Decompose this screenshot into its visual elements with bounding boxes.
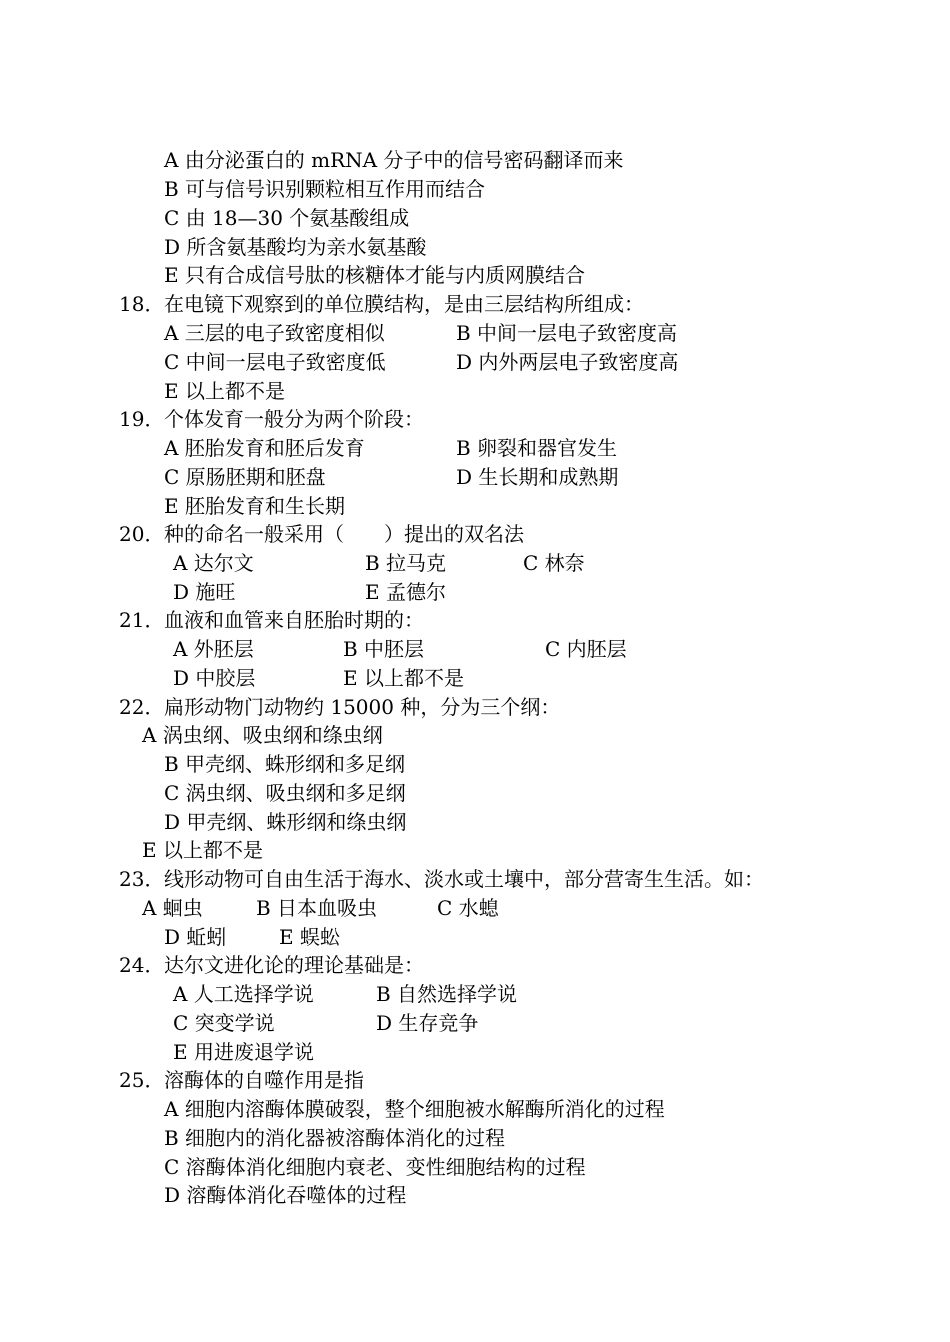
q19-option-d: D 生长期和成熟期 xyxy=(456,465,619,489)
question-number: 22． xyxy=(119,695,165,719)
q21-option-e: E 以上都不是 xyxy=(343,666,464,690)
q17-option-d: D 所含氨基酸均为亲水氨基酸 xyxy=(164,235,427,259)
question-text: 血液和血管来自胚胎时期的： xyxy=(164,608,424,632)
q20-option-c: C 林奈 xyxy=(523,551,585,575)
q24-option-c: C 突变学说 xyxy=(173,1011,275,1035)
q24-option-b: B 自然选择学说 xyxy=(376,982,518,1006)
question-text: 种的命名一般采用（ ）提出的双名法 xyxy=(164,522,524,546)
q23-option-b: B 日本血吸虫 xyxy=(256,896,378,920)
q20-option-e: E 孟德尔 xyxy=(365,580,446,604)
q20-option-a: A 达尔文 xyxy=(173,551,254,575)
q23-option-a: A 蛔虫 xyxy=(142,896,203,920)
question-number: 18． xyxy=(119,292,165,316)
question-text: 线形动物可自由生活于海水、淡水或土壤中，部分营寄生生活。如： xyxy=(164,867,764,891)
question-number: 24． xyxy=(119,953,165,977)
question-text: 扁形动物门动物约 15000 种，分为三个纲： xyxy=(164,695,561,719)
q25-option-c: C 溶酶体消化细胞内衰老、变性细胞结构的过程 xyxy=(164,1155,586,1179)
q23-option-c: C 水螅 xyxy=(437,896,499,920)
q21-option-a: A 外胚层 xyxy=(173,637,254,661)
q24-option-e: E 用进废退学说 xyxy=(173,1040,314,1064)
q22-option-a: A 涡虫纲、吸虫纲和绦虫纲 xyxy=(142,723,383,747)
q17-option-e: E 只有合成信号肽的核糖体才能与内质网膜结合 xyxy=(164,263,585,287)
question-text: 个体发育一般分为两个阶段： xyxy=(164,407,424,431)
question-text: 溶酶体的自噬作用是指 xyxy=(164,1068,364,1092)
q25-option-a: A 细胞内溶酶体膜破裂，整个细胞被水解酶所消化的过程 xyxy=(164,1097,665,1121)
q19-option-e: E 胚胎发育和生长期 xyxy=(164,494,345,518)
q21-option-d: D 中胶层 xyxy=(173,666,256,690)
q20-option-d: D 施旺 xyxy=(173,580,236,604)
q18-option-c: C 中间一层电子致密度低 xyxy=(164,350,386,374)
q20-option-b: B 拉马克 xyxy=(365,551,447,575)
question-text: 达尔文进化论的理论基础是： xyxy=(164,953,424,977)
q17-option-a: A 由分泌蛋白的 mRNA 分子中的信号密码翻译而来 xyxy=(164,148,624,172)
q24-option-a: A 人工选择学说 xyxy=(173,982,314,1006)
q17-option-b: B 可与信号识别颗粒相互作用而结合 xyxy=(164,177,486,201)
q22-option-c: C 涡虫纲、吸虫纲和多足纲 xyxy=(164,781,406,805)
question-number: 23． xyxy=(119,867,165,891)
q22-option-b: B 甲壳纲、蛛形纲和多足纲 xyxy=(164,752,406,776)
q19-option-b: B 卵裂和器官发生 xyxy=(456,436,618,460)
q17-option-c: C 由 18—30 个氨基酸组成 xyxy=(164,206,410,230)
q18-option-e: E 以上都不是 xyxy=(164,379,285,403)
q18-option-b: B 中间一层电子致密度高 xyxy=(456,321,678,345)
q19-option-c: C 原肠胚期和胚盘 xyxy=(164,465,326,489)
q23-option-d: D 蚯蚓 xyxy=(164,925,227,949)
q21-option-c: C 内胚层 xyxy=(545,637,627,661)
question-text: 在电镜下观察到的单位膜结构，是由三层结构所组成： xyxy=(164,292,644,316)
q19-option-a: A 胚胎发育和胚后发育 xyxy=(164,436,365,460)
q18-option-a: A 三层的电子致密度相似 xyxy=(164,321,385,345)
question-number: 25． xyxy=(119,1068,165,1092)
question-number: 19． xyxy=(119,407,165,431)
q24-option-d: D 生存竞争 xyxy=(376,1011,479,1035)
q25-option-b: B 细胞内的消化器被溶酶体消化的过程 xyxy=(164,1126,506,1150)
question-number: 21． xyxy=(119,608,165,632)
q22-option-d: D 甲壳纲、蛛形纲和绦虫纲 xyxy=(164,810,407,834)
q25-option-d: D 溶酶体消化吞噬体的过程 xyxy=(164,1183,407,1207)
q23-option-e: E 蜈蚣 xyxy=(279,925,340,949)
question-number: 20． xyxy=(119,522,165,546)
q21-option-b: B 中胚层 xyxy=(343,637,425,661)
q22-option-e: E 以上都不是 xyxy=(142,838,263,862)
q18-option-d: D 内外两层电子致密度高 xyxy=(456,350,679,374)
